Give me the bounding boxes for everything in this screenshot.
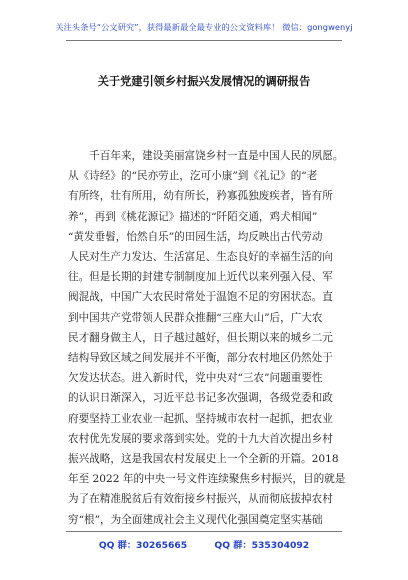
text-line: 欠发达状态。进入新时代，党中央对“三农”问题重要性: [68, 372, 323, 385]
text-line: 结构导致区域之间发展并不平衡，部分农村地区仍然处于: [68, 352, 333, 365]
header-divider: [66, 40, 342, 41]
text-line: 农村优先发展的要求落到实处。党的十九大首次提出乡村: [68, 432, 333, 445]
footer-divider: [66, 531, 342, 532]
text-line: 的认识日渐深入，习近平总书记多次强调，各级党委和政: [68, 392, 333, 405]
text-line: 有所终，壮有所用，幼有所长，矜寡孤独废疾者，皆有所: [68, 190, 333, 203]
text-line: 千百年来，建设美丽富饶乡村一直是中国人民的夙愿。: [68, 150, 344, 162]
text-line: 人民对生产力发达、生活富足、生态良好的幸福生活的向: [68, 251, 333, 264]
header-note: 关注头条号“公文研究”，获得最新最全最专业的公文资料库！ 微信：gongwenyj: [55, 22, 353, 32]
text-line: “黄发垂髫，怡然自乐”的田园生活，均反映出古代劳动: [68, 230, 323, 243]
text-line: 府要坚持工业农业一起抓、坚持城市农村一起抓，把农业: [68, 412, 333, 425]
text-line: 穷“根”，为全面建成社会主义现代化强国奠定坚实基础: [68, 513, 323, 526]
body-paragraph: [68, 146, 348, 530]
text-line: 民才翻身做主人，日子越过越好，但长期以来的城乡二元: [68, 331, 333, 344]
text-line: 往。但是长期的封建专制制度加上近代以来列强入侵、军: [68, 271, 333, 284]
qq-group-1: QQ 群：30265665: [98, 540, 188, 551]
document-body: [68, 146, 348, 530]
text-line: 养”，再到《桃花源记》描述的“阡陌交通，鸡犬相闻”: [68, 210, 318, 223]
document-title: 关于党建引领乡村振兴发展情况的调研报告: [97, 74, 311, 88]
text-line: 到中国共产党带领人民群众推翻“三座大山”后，广大农: [68, 311, 323, 324]
footer-contact: [0, 537, 408, 551]
text-line: 年至 2022 年的中央一号文件连续聚焦乡村振兴，目的就是: [68, 473, 346, 486]
text-line: 为了在精准脱贫后有效衔接乡村振兴，从而彻底拔掉农村: [68, 493, 333, 506]
text-line: 振兴战略，这是我国农村发展史上一个全新的开篇。2018: [68, 453, 339, 466]
qq-group-2: QQ 群：535304092: [214, 540, 310, 551]
text-line: 阀混战，中国广大农民时常处于温饱不足的穷困状态。直: [68, 291, 333, 304]
text-line: 从《诗经》的“民亦劳止，汔可小康”到《礼记》的“老: [68, 170, 318, 183]
